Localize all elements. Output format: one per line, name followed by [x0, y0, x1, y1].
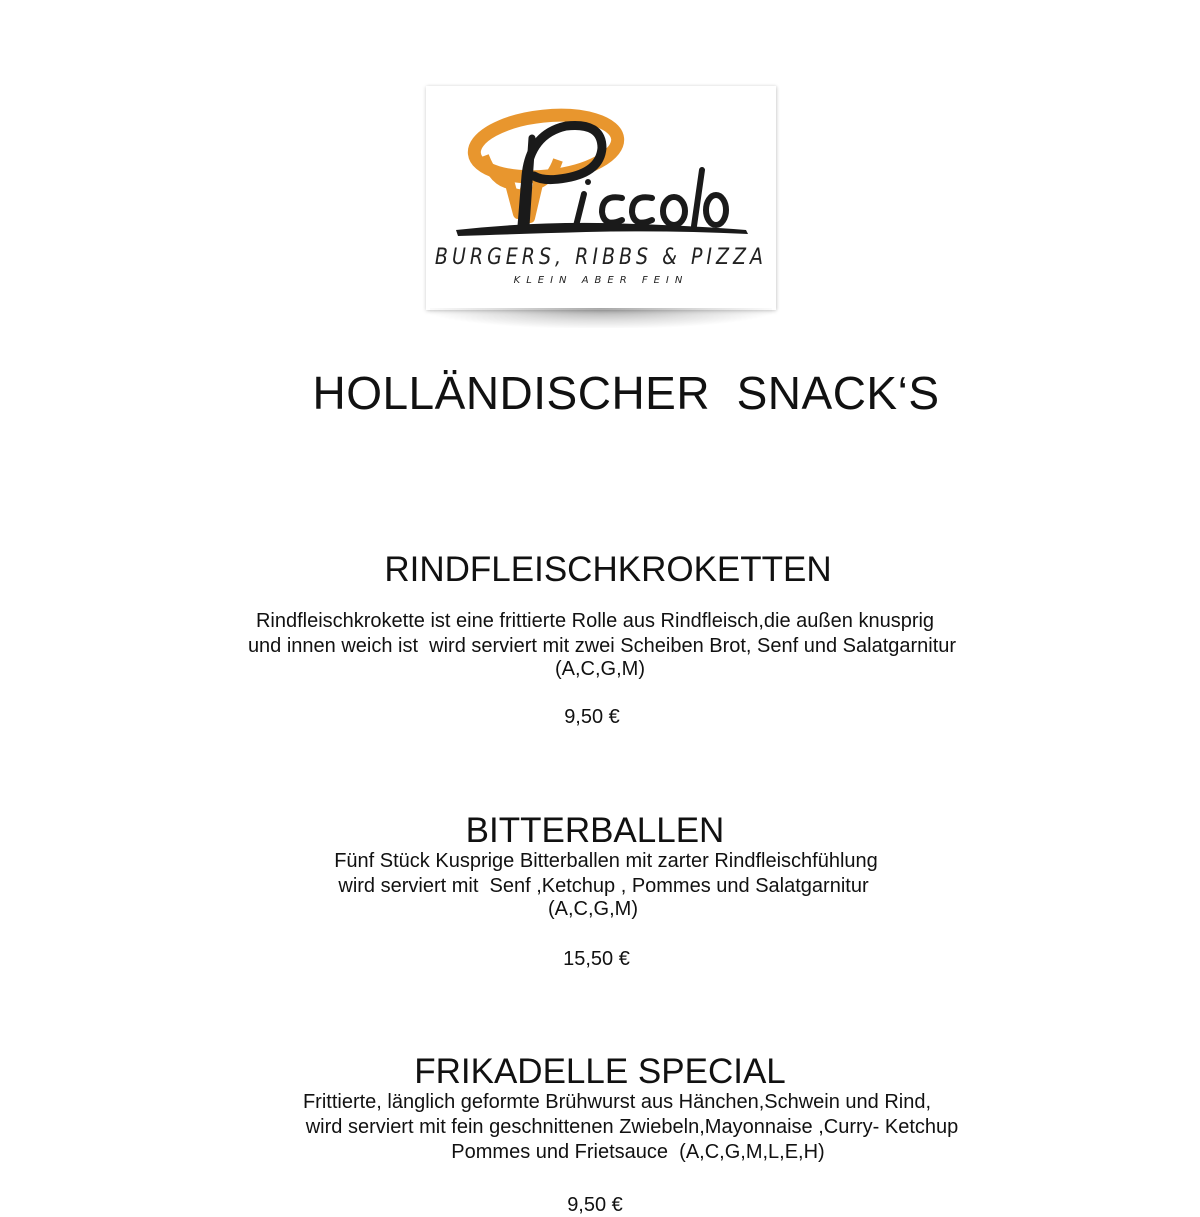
item-price: 15,50 € [563, 948, 630, 970]
logo-card-shadow [430, 308, 772, 328]
menu-item-rindfleischkroketten [8, 550, 1200, 729]
item-description-line: wird serviert mit Senf ,Ketchup , Pommes und Salatgarnitur [338, 875, 869, 897]
menu-item-bitterballen [0, 811, 1195, 971]
logo-brush-underline-icon [456, 223, 748, 236]
logo-tagline: BURGERS, RIBBS & PIZZA [434, 244, 768, 270]
item-description-line: Rindfleischkrokette ist eine frittierte Rolle aus Rindfleisch,die außen knusprig [255, 610, 935, 632]
page-title: HOLLÄNDISCHER SNACK‘S [312, 367, 940, 419]
logo-slogan: KLEIN ABER FEIN [513, 275, 689, 286]
item-allergens: (A,C,G,M) [555, 658, 645, 680]
item-price: 9,50 € [564, 706, 620, 728]
item-description-line: wird serviert mit fein geschnittenen Zwiebeln,Mayonnaise ,Curry- Ketchup [305, 1116, 959, 1138]
item-description-line: Pommes und Frietsauce (A,C,G,M,L,E,H) [451, 1141, 825, 1163]
item-name: BITTERBALLEN [465, 811, 725, 850]
item-description-line: Fünf Stück Kusprige Bitterballen mit zarter Rindfleischfühlung [334, 850, 878, 872]
logo [426, 86, 776, 332]
item-description-line: Frittierte, länglich geformte Brühwurst aus Hänchen,Schwein und Rind, [302, 1091, 932, 1113]
item-price: 9,50 € [567, 1194, 623, 1216]
item-name: FRIKADELLE SPECIAL [414, 1052, 786, 1091]
menu-item-frikadelle-special [0, 1052, 1200, 1217]
item-name: RINDFLEISCHKROKETTEN [384, 550, 832, 589]
item-allergens: (A,C,G,M) [548, 898, 638, 920]
item-description-line: und innen weich ist wird serviert mit zwei Scheiben Brot, Senf und Salatgarnitur [247, 635, 957, 657]
